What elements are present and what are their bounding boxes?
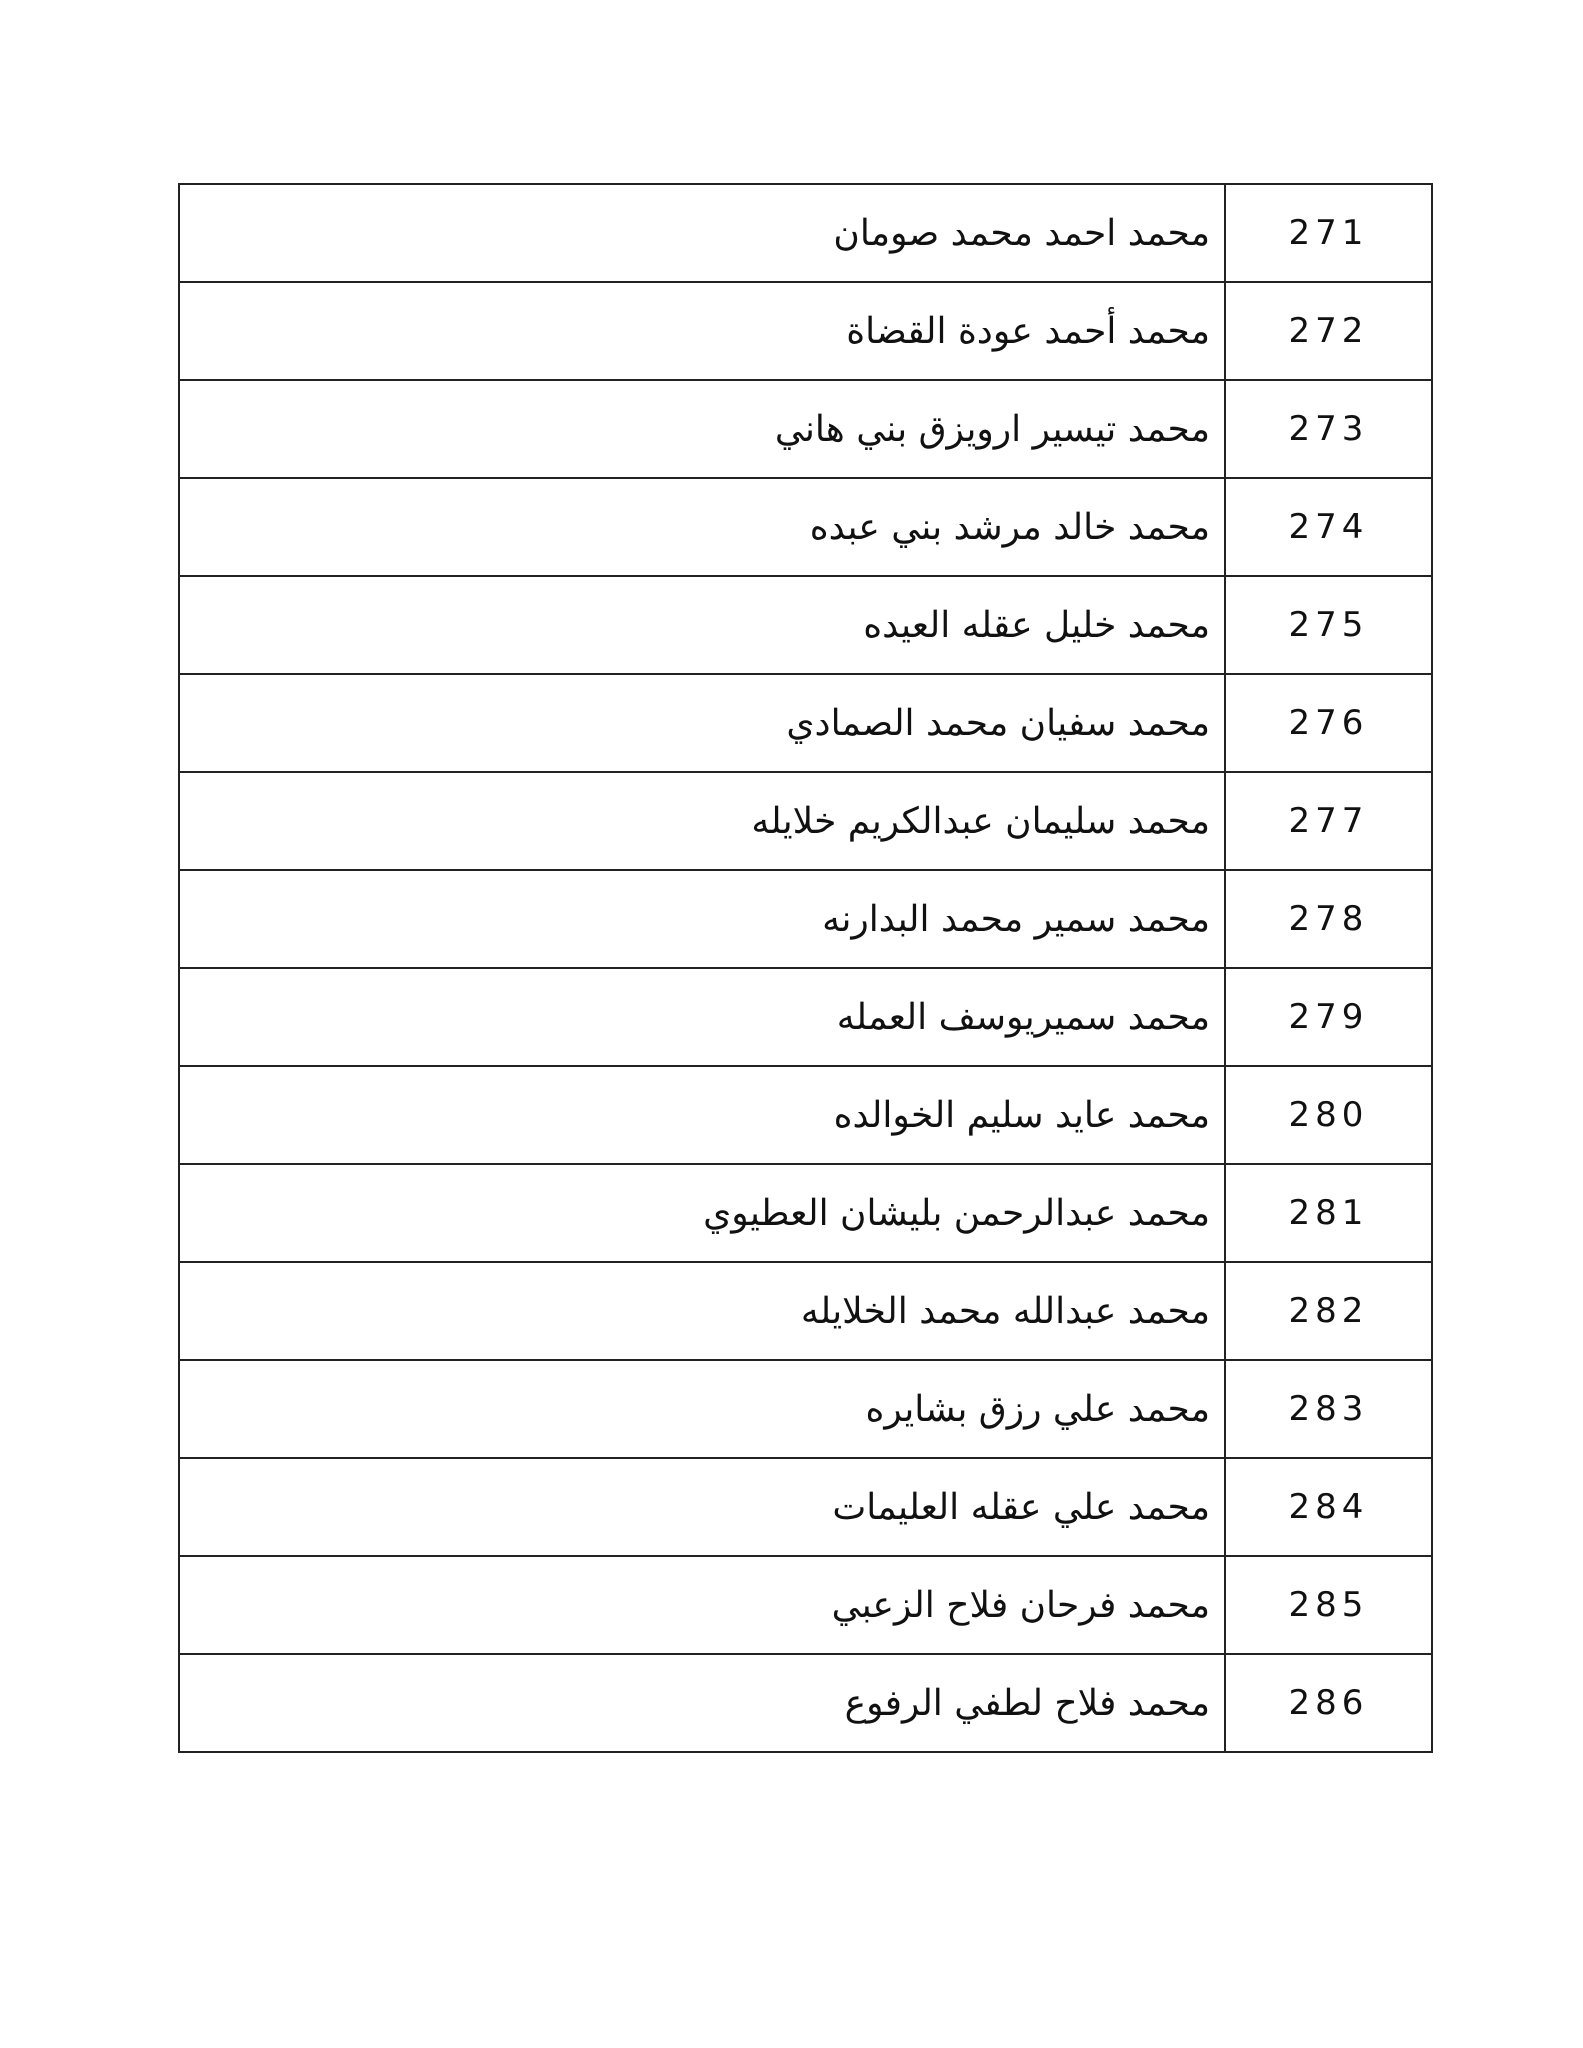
table-row	[179, 282, 1432, 380]
name-cell	[179, 968, 1225, 1066]
table-row	[179, 1262, 1432, 1360]
table-row	[179, 1654, 1432, 1752]
table-row	[179, 1360, 1432, 1458]
table-row	[179, 1164, 1432, 1262]
name-text: محمد خليل عقله العيده	[863, 604, 1210, 646]
name-cell	[179, 1262, 1225, 1360]
name-text: محمد أحمد عودة القضاة	[846, 310, 1210, 352]
table-row	[179, 1556, 1432, 1654]
number-cell: 284	[1225, 1458, 1432, 1556]
name-text: محمد علي رزق بشايره	[865, 1388, 1210, 1430]
name-cell	[179, 870, 1225, 968]
name-text: محمد سليمان عبدالكريم خلايله	[751, 800, 1210, 842]
name-text: محمد عبدالرحمن بليشان العطيوي	[703, 1192, 1210, 1234]
name-cell	[179, 1360, 1225, 1458]
number-cell: 283	[1225, 1360, 1432, 1458]
number-cell: 272	[1225, 282, 1432, 380]
name-text: محمد علي عقله العليمات	[832, 1486, 1210, 1528]
names-table	[178, 183, 1433, 1753]
number-cell: 273	[1225, 380, 1432, 478]
number-cell: 282	[1225, 1262, 1432, 1360]
name-text: محمد تيسير ارويزق بني هاني	[774, 408, 1210, 450]
name-text: محمد عبدالله محمد الخلايله	[800, 1290, 1210, 1332]
number-cell: 274	[1225, 478, 1432, 576]
number-cell: 281	[1225, 1164, 1432, 1262]
table-row	[179, 380, 1432, 478]
table-row	[179, 478, 1432, 576]
name-cell	[179, 1654, 1225, 1752]
name-cell	[179, 1164, 1225, 1262]
table-row	[179, 576, 1432, 674]
name-cell	[179, 184, 1225, 282]
name-cell	[179, 674, 1225, 772]
name-text: محمد احمد محمد صومان	[833, 212, 1210, 254]
table-row	[179, 1066, 1432, 1164]
name-text: محمد سفيان محمد الصمادي	[786, 702, 1210, 744]
name-cell	[179, 1556, 1225, 1654]
number-cell: 280	[1225, 1066, 1432, 1164]
table-row	[179, 772, 1432, 870]
number-cell: 279	[1225, 968, 1432, 1066]
number-cell: 275	[1225, 576, 1432, 674]
name-cell	[179, 380, 1225, 478]
name-cell	[179, 772, 1225, 870]
name-text: محمد فلاح لطفي الرفوع	[844, 1682, 1210, 1724]
name-cell	[179, 478, 1225, 576]
table-row	[179, 968, 1432, 1066]
number-cell: 286	[1225, 1654, 1432, 1752]
name-cell	[179, 1458, 1225, 1556]
number-cell: 285	[1225, 1556, 1432, 1654]
number-cell: 277	[1225, 772, 1432, 870]
table-row	[179, 870, 1432, 968]
table-row	[179, 674, 1432, 772]
names-table-body	[179, 184, 1432, 1752]
table-row	[179, 184, 1432, 282]
name-text: محمد خالد مرشد بني عبده	[809, 506, 1210, 548]
name-cell	[179, 282, 1225, 380]
name-text: محمد عايد سليم الخوالده	[833, 1094, 1210, 1136]
name-text: محمد سميريوسف العمله	[836, 996, 1210, 1038]
number-cell: 271	[1225, 184, 1432, 282]
number-cell: 276	[1225, 674, 1432, 772]
name-text: محمد سمير محمد البدارنه	[822, 898, 1210, 940]
number-cell: 278	[1225, 870, 1432, 968]
name-cell	[179, 576, 1225, 674]
table-row	[179, 1458, 1432, 1556]
name-text: محمد فرحان فلاح الزعبي	[831, 1584, 1210, 1626]
name-cell	[179, 1066, 1225, 1164]
